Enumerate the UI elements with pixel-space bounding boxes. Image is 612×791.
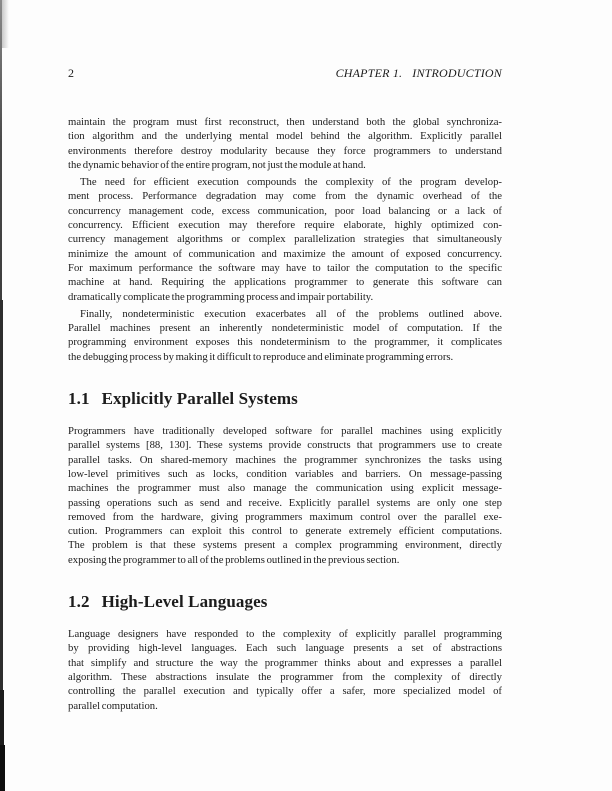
section-number: 1.2 [68, 592, 90, 612]
paragraph [68, 175, 502, 304]
section-title: Explicitly Parallel Systems [101, 389, 298, 409]
page-number: 2 [68, 66, 74, 80]
text-line: Finally, nondeterministic execution exacerbates all of the problems outlined above. [80, 307, 502, 320]
text-line: the debugging process by making it difficult to reproduce and eliminate programming errors. [68, 350, 454, 363]
text-line: exposing the programmer to all of the problems outlined in the previous section. [68, 553, 400, 566]
section-heading-1-2 [68, 592, 502, 612]
page-body [68, 115, 502, 716]
text-line: The problem is that these systems present a complex programming environment, directly [68, 539, 502, 552]
text-line: environments therefore destroy modularity because they force programmers to understand [68, 144, 502, 157]
text-line: parallel computation. [68, 699, 158, 712]
text-line: algorithm. These abstractions insulate the programmer from the complexity of directly [68, 670, 502, 683]
text-line: ment process. Performance degradation may come from the dynamic overhead of the [68, 190, 502, 203]
text-line: Programmers have traditionally developed software for parallel machines using explicitly [68, 425, 502, 438]
text-line: dramatically complicate the programming process and impair portability. [68, 290, 374, 303]
text-line: by providing high-level languages. Each such language presents a set of abstractions [68, 642, 502, 655]
paragraph [68, 307, 502, 364]
text-line: maintain the program must first reconstruct, then understand both the global synchroniza- [68, 116, 502, 128]
text-line: controlling the parallel execution and typically offer a safer, more specialized model of [68, 685, 502, 698]
chapter-title: INTRODUCTION [412, 66, 502, 80]
text-line: minimize the amount of communication and maximize the amount of exposed concurrency. [68, 247, 502, 260]
text-line: concurrency management code, excess communication, poor load balancing or a lack of [68, 204, 502, 217]
paragraph [68, 424, 502, 567]
text-line: the dynamic behavior of the entire program, not just the module at hand. [68, 158, 366, 171]
text-line: that simplify and structure the way the programmer thinks about and expresses a parallel [68, 656, 502, 669]
text-line: Parallel machines present an inherently nondeterministic model of computation. If the [68, 322, 502, 335]
text-line: programming environment exposes this nondeterminism to the programmer, it complicates [68, 336, 502, 349]
chapter-label: CHAPTER 1. [335, 66, 403, 80]
text-line: Language designers have responded to the complexity of explicitly parallel programming [68, 628, 502, 641]
text-line: cution. Programmers can exploit this control to generate extremely efficient computations. [68, 525, 502, 538]
text-line: machine at hand. Requiring the applications programmer to generate this software can [68, 276, 502, 289]
text-line: concurrency. Efficient execution may therefore require elaborate, highly optimized con- [68, 219, 502, 232]
text-line: parallel systems [88, 130]. These systems provide constructs that programmers use to create [68, 439, 502, 452]
text-line: low-level primitives such as locks, condition variables and barriers. On message-passing [68, 467, 502, 480]
text-line: tion algorithm and the underlying mental model behind the algorithm. Explicitly parallel [68, 130, 502, 143]
text-line: passing operations such as send and receive. Explicitly parallel systems are only one step [68, 496, 502, 509]
section-heading-1-1 [68, 389, 502, 409]
section-number: 1.1 [68, 389, 90, 409]
running-header [68, 66, 502, 81]
scan-edge-artifact [0, 745, 5, 791]
text-line: For maximum performance the software may have to tailor the computation to the specific [68, 261, 502, 274]
paragraph [68, 115, 502, 172]
running-head [336, 66, 502, 81]
text-line: parallel tasks. On shared-memory machines the programmer synchronizes the tasks using [68, 453, 502, 466]
text-line: currency management algorithms or complex parallelization strategies that simultaneously [68, 233, 502, 246]
text-line: removed from the hardware, giving programmers maximum control over the parallel exe- [68, 510, 502, 523]
text-line: machines the programmer must also manage the communication using explicit message- [68, 482, 502, 495]
text-line: The need for efficient execution compounds the complexity of the program develop- [80, 176, 502, 189]
paragraph [68, 627, 502, 713]
section-title: High-Level Languages [101, 592, 268, 612]
